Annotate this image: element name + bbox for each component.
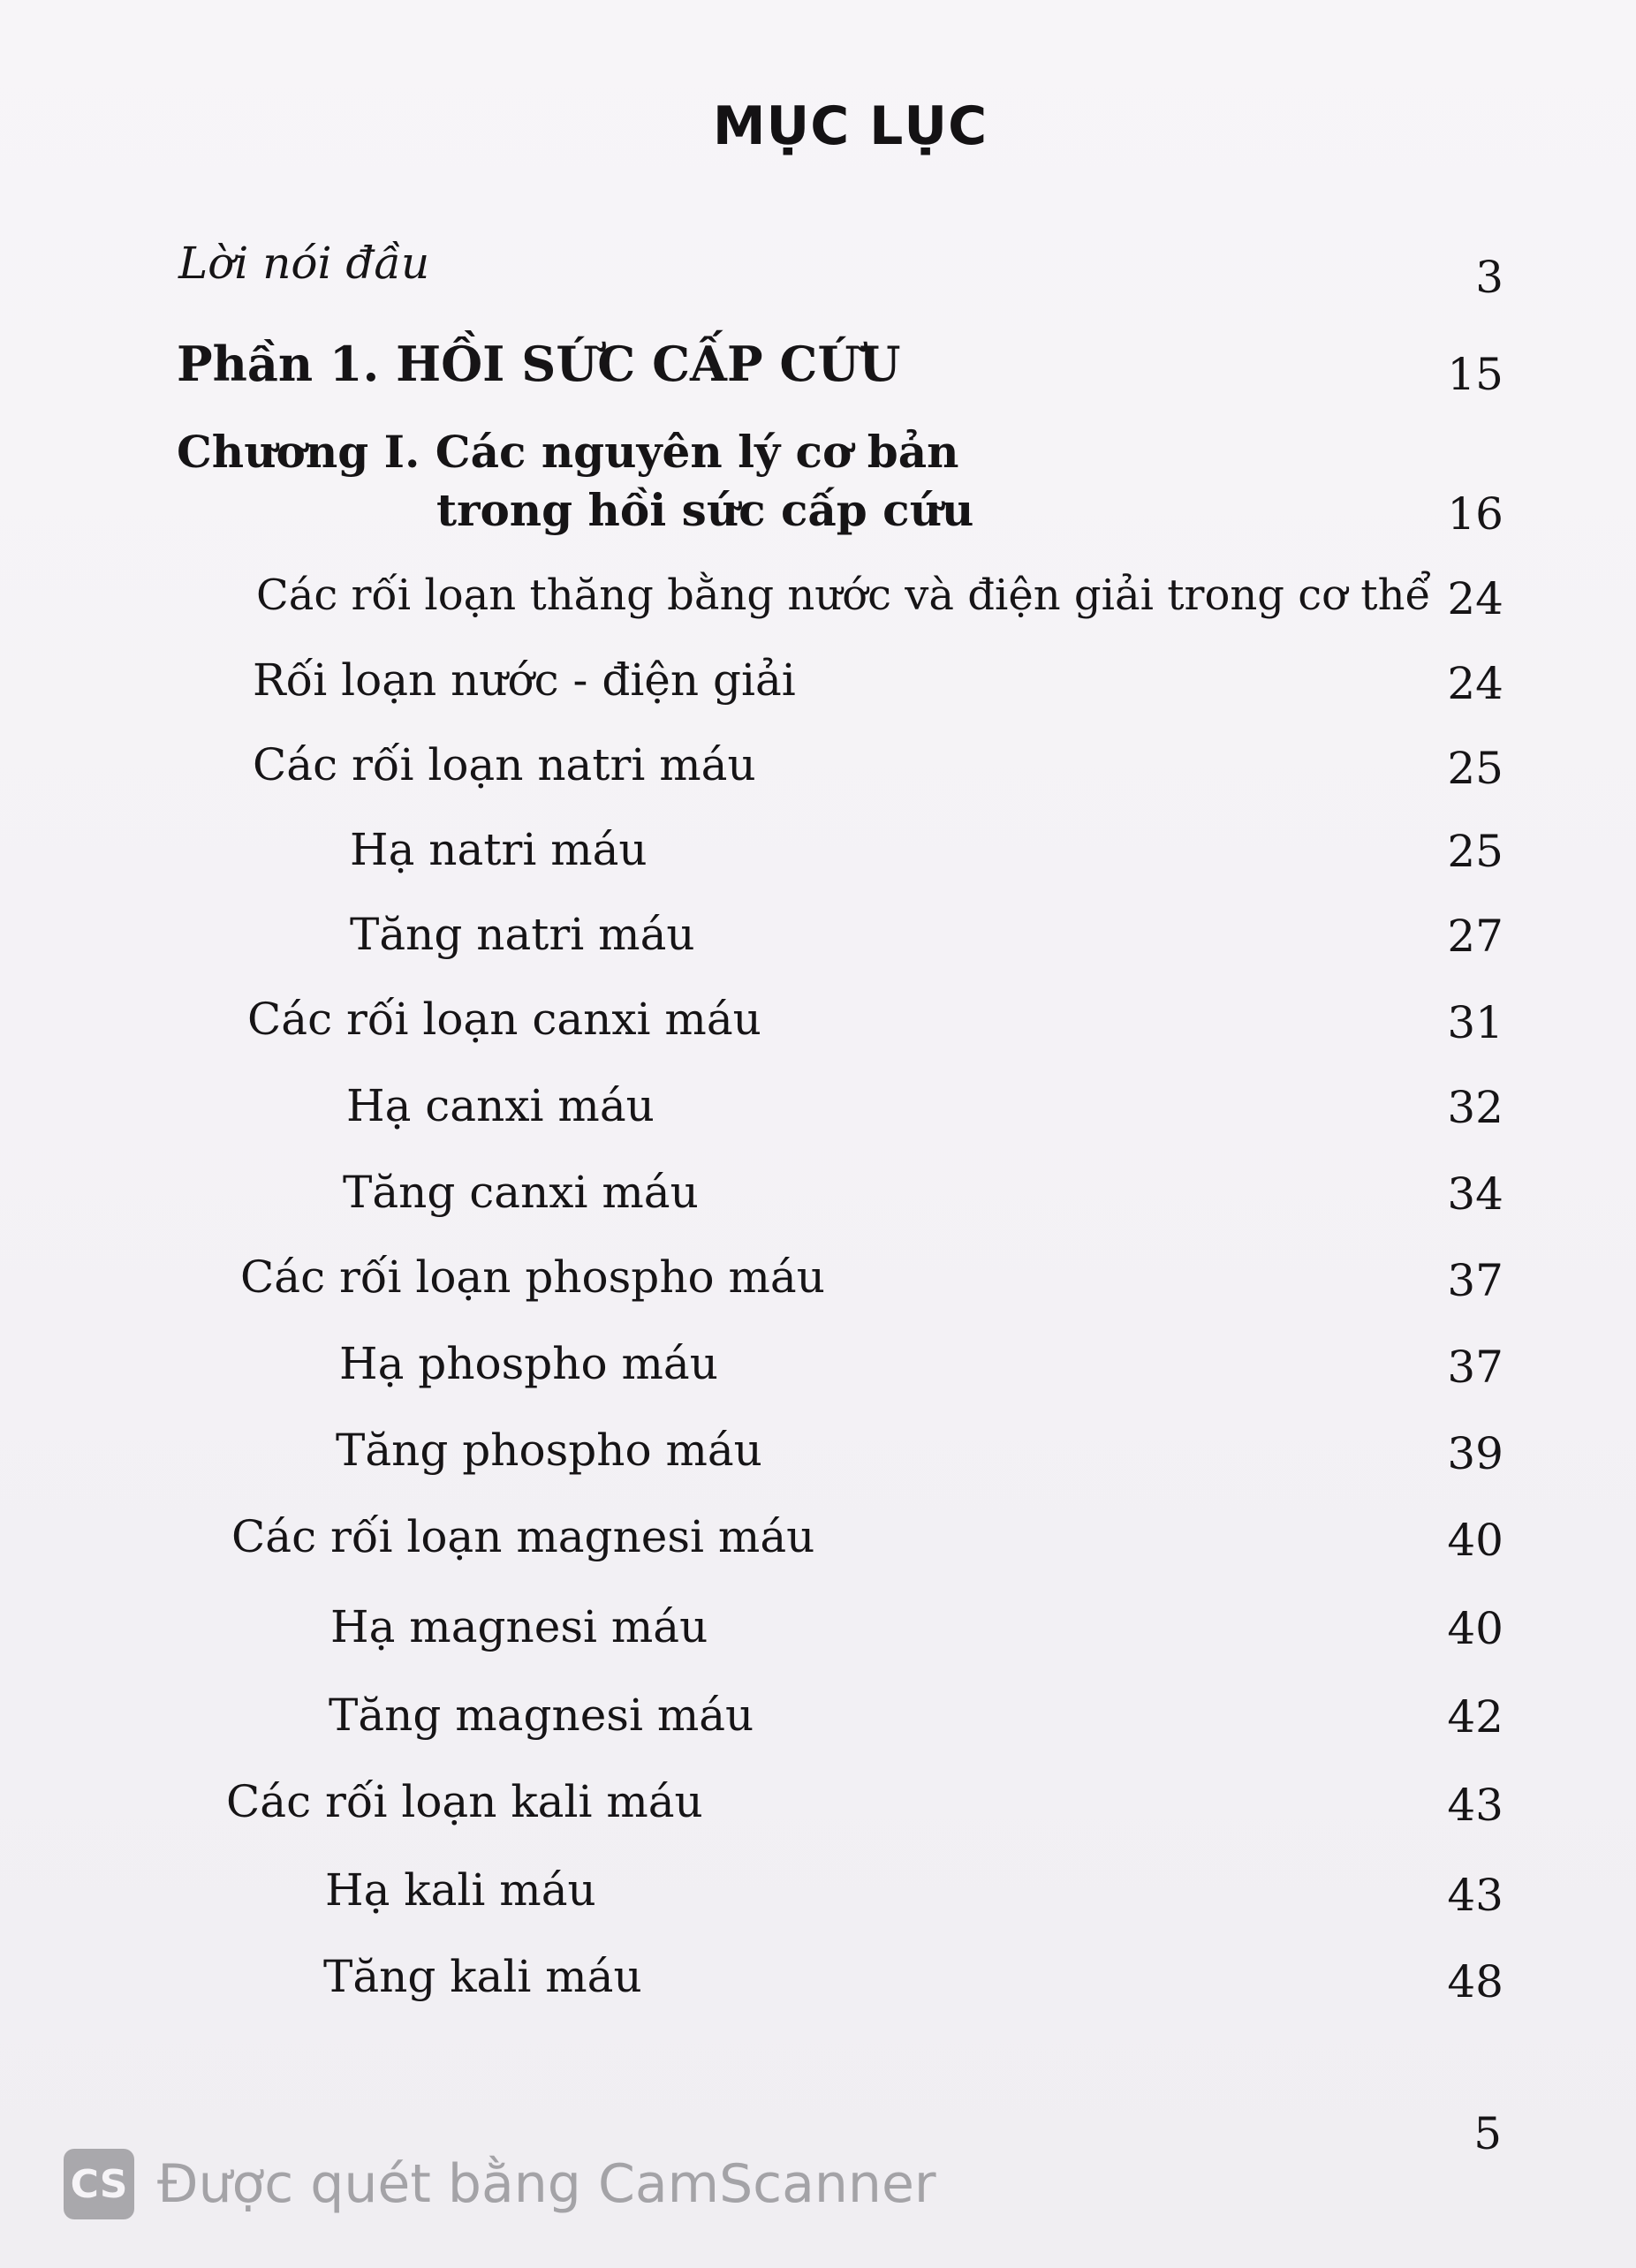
toc-entry-subsection: Hạ canxi máu [346, 1080, 655, 1131]
toc-entry-section: Các rối loạn thăng bằng nước và điện giải trong cơ thể [256, 571, 1432, 620]
toc-page-number: 37 [1447, 1255, 1503, 1306]
camscanner-watermark [64, 2144, 936, 2224]
toc-entry-subsection: Tăng natri máu [350, 909, 695, 960]
toc-entry-subsection: Tăng magnesi máu [329, 1690, 754, 1741]
toc-page-number: 43 [1447, 1780, 1503, 1831]
toc-page-number: 39 [1447, 1428, 1503, 1479]
toc-page-number: 32 [1447, 1082, 1503, 1133]
page-title: MỤC LỤC [712, 95, 988, 157]
toc-entry-subsection: Hạ magnesi máu [330, 1601, 708, 1652]
toc-entry-chapter: Chương I. Các nguyên lý cơ bản [177, 426, 959, 478]
toc-page-number: 34 [1447, 1168, 1503, 1220]
toc-entry-subsection: Hạ natri máu [350, 824, 648, 875]
toc-entry-subsection: Tăng canxi máu [343, 1167, 699, 1218]
toc-page-number: 40 [1447, 1515, 1503, 1566]
page-number: 5 [1473, 2108, 1502, 2159]
toc-entry-chapter-continuation: trong hồi sức cấp cứu [436, 484, 974, 536]
toc-entry-section: Các rối loạn magnesi máu [231, 1511, 815, 1562]
toc-entry-subsection: Hạ kali máu [325, 1864, 596, 1916]
toc-entry-subsection: Hạ phospho máu [339, 1338, 718, 1389]
toc-page-number: 15 [1447, 349, 1503, 400]
toc-page-number: 37 [1447, 1342, 1503, 1393]
toc-entry-section: Các rối loạn phospho máu [240, 1251, 825, 1303]
toc-entry-preface: Lời nói đầu [178, 238, 430, 289]
toc-entry-subsection: Tăng kali máu [323, 1951, 642, 2002]
toc-entry-section: Các rối loạn natri máu [253, 739, 756, 790]
watermark-text: Được quét bằng CamScanner [157, 2153, 936, 2215]
toc-entry-part: Phần 1. HỒI SỨC CẤP CỨU [177, 336, 901, 392]
toc-page-number: 25 [1447, 826, 1503, 877]
toc-page-number: 40 [1447, 1603, 1503, 1654]
toc-entry-section: Rối loạn nước - điện giải [253, 654, 796, 706]
toc-page-number: 31 [1447, 997, 1503, 1048]
camscanner-logo-icon: CS [64, 2149, 134, 2219]
toc-page-number: 3 [1475, 252, 1503, 303]
toc-page-number: 24 [1447, 658, 1503, 709]
toc-entry-section: Các rối loạn canxi máu [247, 994, 761, 1045]
toc-page-number: 25 [1447, 743, 1503, 794]
toc-page-number: 24 [1447, 573, 1503, 624]
toc-page-number: 48 [1447, 1956, 1503, 2007]
toc-page-number: 27 [1447, 911, 1503, 962]
toc-entry-section: Các rối loạn kali máu [226, 1776, 703, 1827]
toc-page-number: 43 [1447, 1870, 1503, 1921]
toc-entry-subsection: Tăng phospho máu [336, 1425, 762, 1476]
toc-page-number: 16 [1447, 488, 1503, 540]
toc-page-number: 42 [1447, 1691, 1503, 1743]
